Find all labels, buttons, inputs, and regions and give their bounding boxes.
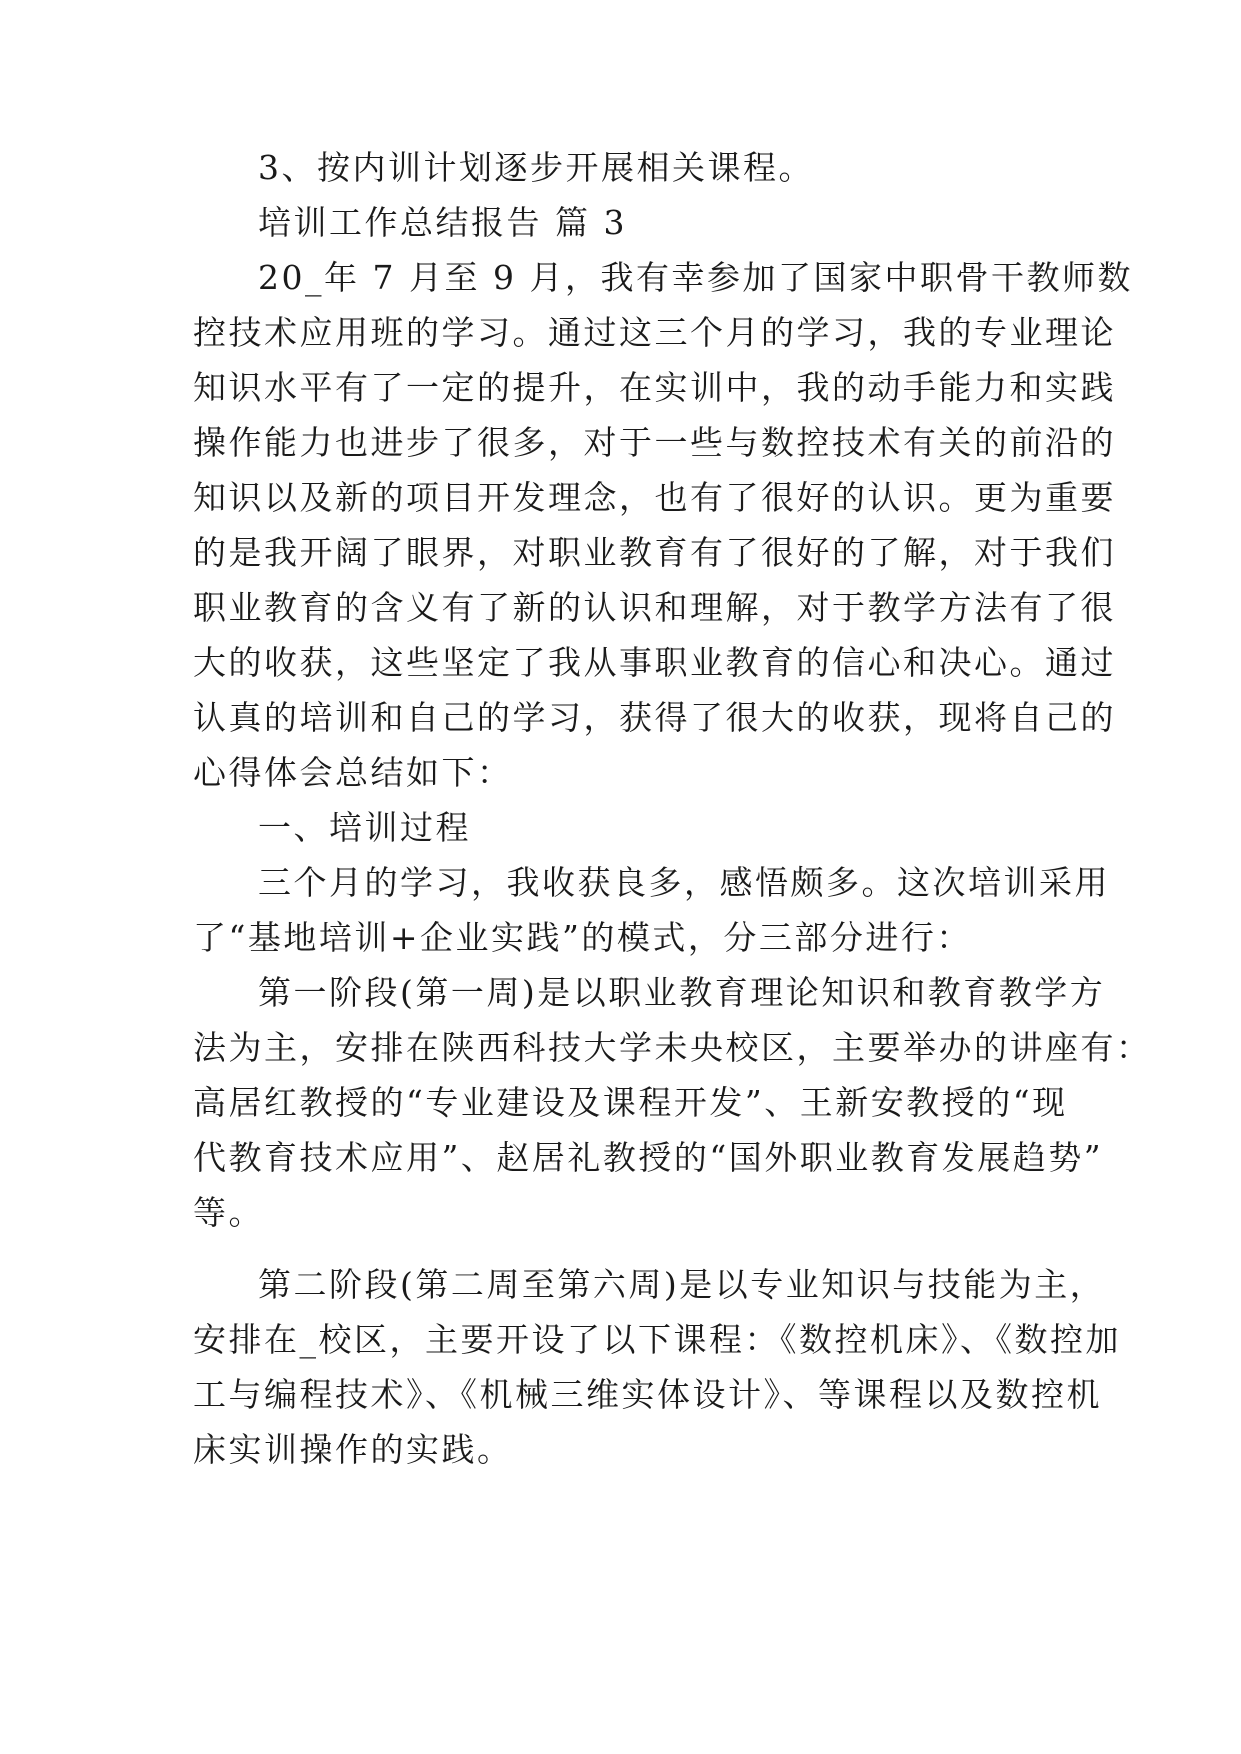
- paragraph-line: 三个月的学习，我收获良多，感悟颇多。这次培训采用: [258, 863, 1110, 902]
- paragraph-line: 高居红教授的“专业建设及课程开发”、王新安教授的“现: [193, 1083, 1068, 1122]
- paragraph-line: 等。: [193, 1193, 264, 1232]
- paragraph-line: 第一阶段(第一周)是以职业教育理论知识和教育教学方: [258, 973, 1106, 1012]
- paragraph-line: 法为主，安排在陕西科技大学未央校区，主要举办的讲座有：: [193, 1028, 1152, 1067]
- paragraph-line: 20_年 7 月至 9 月，我有幸参加了国家中职骨干教师数: [258, 258, 1133, 297]
- paragraph-line: 大的收获，这些坚定了我从事职业教育的信心和决心。通过: [193, 643, 1116, 682]
- paragraph-line: 安排在_校区，主要开设了以下课程：《数控机床》、《数控加: [193, 1320, 1121, 1359]
- paragraph-line: 工与编程技术》、《机械三维实体设计》、等课程以及数控机: [193, 1375, 1102, 1414]
- paragraph-line: 第二阶段(第二周至第六周)是以专业知识与技能为主，: [258, 1265, 1106, 1304]
- paragraph-line: 代教育技术应用”、赵居礼教授的“国外职业教育发展趋势”: [193, 1138, 1104, 1177]
- paragraph-line: 的是我开阔了眼界，对职业教育有了很好的了解，对于我们: [193, 533, 1116, 572]
- section-heading: 培训工作总结报告 篇 3: [258, 203, 627, 242]
- paragraph-line: 3、按内训计划逐步开展相关课程。: [258, 148, 814, 187]
- paragraph-line: 认真的培训和自己的学习，获得了很大的收获，现将自己的: [193, 698, 1116, 737]
- paragraph-line: 控技术应用班的学习。通过这三个月的学习，我的专业理论: [193, 313, 1116, 352]
- paragraph-line: 知识水平有了一定的提升，在实训中，我的动手能力和实践: [193, 368, 1116, 407]
- paragraph-line: 知识以及新的项目开发理念，也有了很好的认识。更为重要: [193, 478, 1116, 517]
- section-heading: 一、培训过程: [258, 808, 471, 847]
- paragraph-line: 操作能力也进步了很多，对于一些与数控技术有关的前沿的: [193, 423, 1116, 462]
- paragraph-line: 职业教育的含义有了新的认识和理解，对于教学方法有了很: [193, 588, 1116, 627]
- paragraph-line: 心得体会总结如下：: [193, 753, 513, 792]
- paragraph-line: 了“基地培训+企业实践”的模式，分三部分进行：: [193, 918, 972, 957]
- paragraph-line: 床实训操作的实践。: [193, 1430, 513, 1469]
